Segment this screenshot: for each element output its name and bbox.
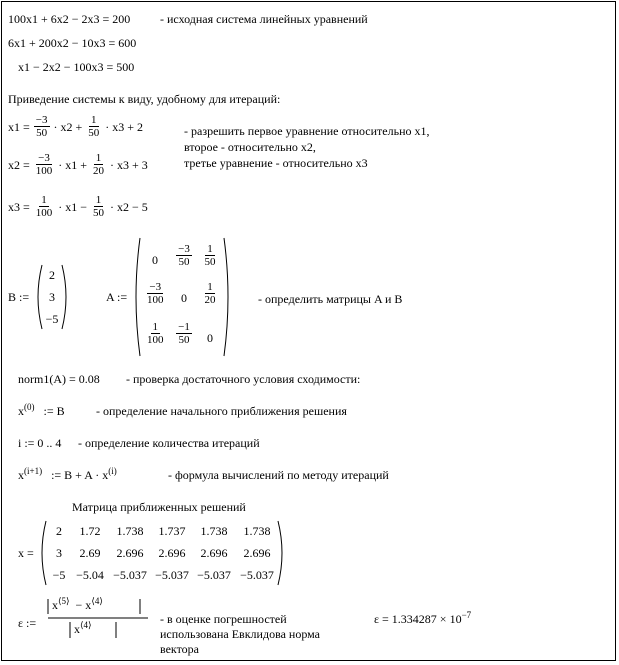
a-cell-0-0: 0 xyxy=(152,253,158,267)
result-cell-1-3: 2.696 xyxy=(158,546,186,560)
iteration-heading: Приведение системы к виду, удобному для итераций: xyxy=(8,92,281,106)
a-cell-1-2: $\frac{1}{20}$ xyxy=(204,281,216,306)
a-cell-2-0: $\frac{1}{100}$ xyxy=(147,321,164,346)
formula-x: x xyxy=(18,468,24,482)
iter-eq-x2 xyxy=(8,152,148,177)
result-cell-1-0: 3 xyxy=(56,546,62,560)
x2-frac-2: $\frac{1}{20}$ xyxy=(93,152,105,177)
formula-superscript-2: (i) xyxy=(108,466,117,476)
error-note-1: - в оценке погрешностей xyxy=(160,612,287,626)
x3-frac-2: $\frac{1}{50}$ xyxy=(93,194,105,219)
formula-superscript: (i+1) xyxy=(24,466,43,476)
equation-1-note: - исходная система линейных уравнений xyxy=(160,12,368,26)
error-value-mantissa: ε = 1.334287 × 10 xyxy=(374,612,462,626)
iter-note-2: второе - относительно x2, xyxy=(184,140,316,154)
result-cell-2-5: −5.037 xyxy=(240,568,274,582)
equation-2: 6x1 + 200x2 − 10x3 = 600 xyxy=(8,36,137,50)
result-cell-2-4: −5.037 xyxy=(197,568,231,582)
error-value xyxy=(374,612,471,626)
range-note: - определение количества итераций xyxy=(78,436,260,450)
error-lhs: ε := xyxy=(18,616,37,630)
result-cell-0-1: 1.72 xyxy=(79,524,101,538)
error-fraction xyxy=(48,596,148,642)
formula-note: - формула вычислений по методу итераций xyxy=(168,468,389,482)
result-cell-1-1: 2.69 xyxy=(79,546,101,560)
worksheet xyxy=(1,1,616,661)
matrices-note: - определить матрицы A и B xyxy=(258,292,403,306)
b-cell-1: 3 xyxy=(49,290,55,304)
x1-frac-2: $\frac{1}{50}$ xyxy=(88,114,100,139)
norm-expression: norm1(A) = 0.08 xyxy=(18,372,100,386)
x3-frac-1: $\frac{1}{100}$ xyxy=(35,194,53,219)
error-denominator: $x^{⟨4⟩}$ xyxy=(74,620,92,636)
a-cell-1-0: $\frac{-3}{100}$ xyxy=(147,281,164,306)
b-matrix xyxy=(34,264,70,330)
result-cell-0-3: 1.737 xyxy=(158,524,186,538)
a-cell-2-1: $\frac{-1}{50}$ xyxy=(178,321,190,346)
result-title: Матрица приближенных решений xyxy=(72,500,246,514)
result-cell-1-2: 2.696 xyxy=(116,546,144,560)
iter-note-1: - разрешить первое уравнение относительно x1, xyxy=(184,124,430,138)
error-note-3: вектора xyxy=(160,642,200,656)
x2-frac-1: $\frac{-3}{100}$ xyxy=(35,152,53,177)
a-label: A := xyxy=(106,290,128,304)
result-cell-2-0: −5 xyxy=(52,568,66,582)
result-matrix xyxy=(38,520,286,586)
x3-term-1: · x1 − xyxy=(58,199,88,214)
a-matrix xyxy=(132,237,232,357)
formula-expression xyxy=(18,468,117,482)
iter-eq-x3 xyxy=(8,194,148,219)
result-cell-0-5: 1.738 xyxy=(243,524,271,538)
init-x: x xyxy=(18,404,24,418)
error-value-exponent: −7 xyxy=(461,610,472,620)
x1-term-1: · x2 + xyxy=(53,119,83,134)
b-label: B := xyxy=(8,290,30,304)
result-cell-2-2: −5.037 xyxy=(113,568,147,582)
formula-rhs: := B + A · x xyxy=(51,468,109,482)
result-cell-0-4: 1.738 xyxy=(200,524,228,538)
result-cell-0-2: 1.738 xyxy=(116,524,144,538)
a-cell-2-2: 0 xyxy=(207,331,213,345)
a-cell-1-1: 0 xyxy=(181,291,187,305)
range-expression: i := 0 .. 4 xyxy=(18,436,62,450)
x1-lhs: x1 = xyxy=(8,119,30,134)
init-rhs: := B xyxy=(43,404,65,418)
init-note: - определение начального приближения решения xyxy=(96,404,347,418)
x3-lhs: x3 = xyxy=(8,199,30,214)
x2-term-2: · x3 + 3 xyxy=(110,157,148,172)
x2-lhs: x2 = xyxy=(8,157,30,172)
x2-term-1: · x1 + xyxy=(58,157,88,172)
x3-term-2: · x2 − 5 xyxy=(110,199,148,214)
result-cell-1-4: 2.696 xyxy=(200,546,228,560)
iter-note-3: третье уравнение - относительно x3 xyxy=(184,156,368,170)
b-cell-0: 2 xyxy=(49,268,55,282)
equation-1: 100x1 + 6x2 − 2x3 = 200 xyxy=(8,12,131,26)
x1-term-2: · x3 + 2 xyxy=(105,119,144,134)
result-cell-1-5: 2.696 xyxy=(243,546,271,560)
error-numerator: $x^{⟨5⟩} - x^{⟨4⟩}$ xyxy=(52,596,103,612)
norm-note: - проверка достаточного условия сходимости: xyxy=(126,372,361,386)
iter-eq-x1 xyxy=(8,114,143,139)
result-cell-2-3: −5.037 xyxy=(155,568,189,582)
init-superscript: (0) xyxy=(24,402,35,412)
b-cell-2: −5 xyxy=(45,312,59,326)
result-label: x = xyxy=(18,546,34,560)
error-note-2: использована Евклидова норма xyxy=(160,627,320,641)
a-cell-0-1: $\frac{-3}{50}$ xyxy=(178,243,190,268)
result-cell-0-0: 2 xyxy=(56,524,62,538)
a-cell-0-2: $\frac{1}{50}$ xyxy=(204,243,216,268)
result-cell-2-1: −5.04 xyxy=(76,568,104,582)
x1-frac-1: $\frac{-3}{50}$ xyxy=(35,114,48,139)
equation-3: x1 − 2x2 − 100x3 = 500 xyxy=(18,60,135,74)
init-expression xyxy=(18,404,65,418)
